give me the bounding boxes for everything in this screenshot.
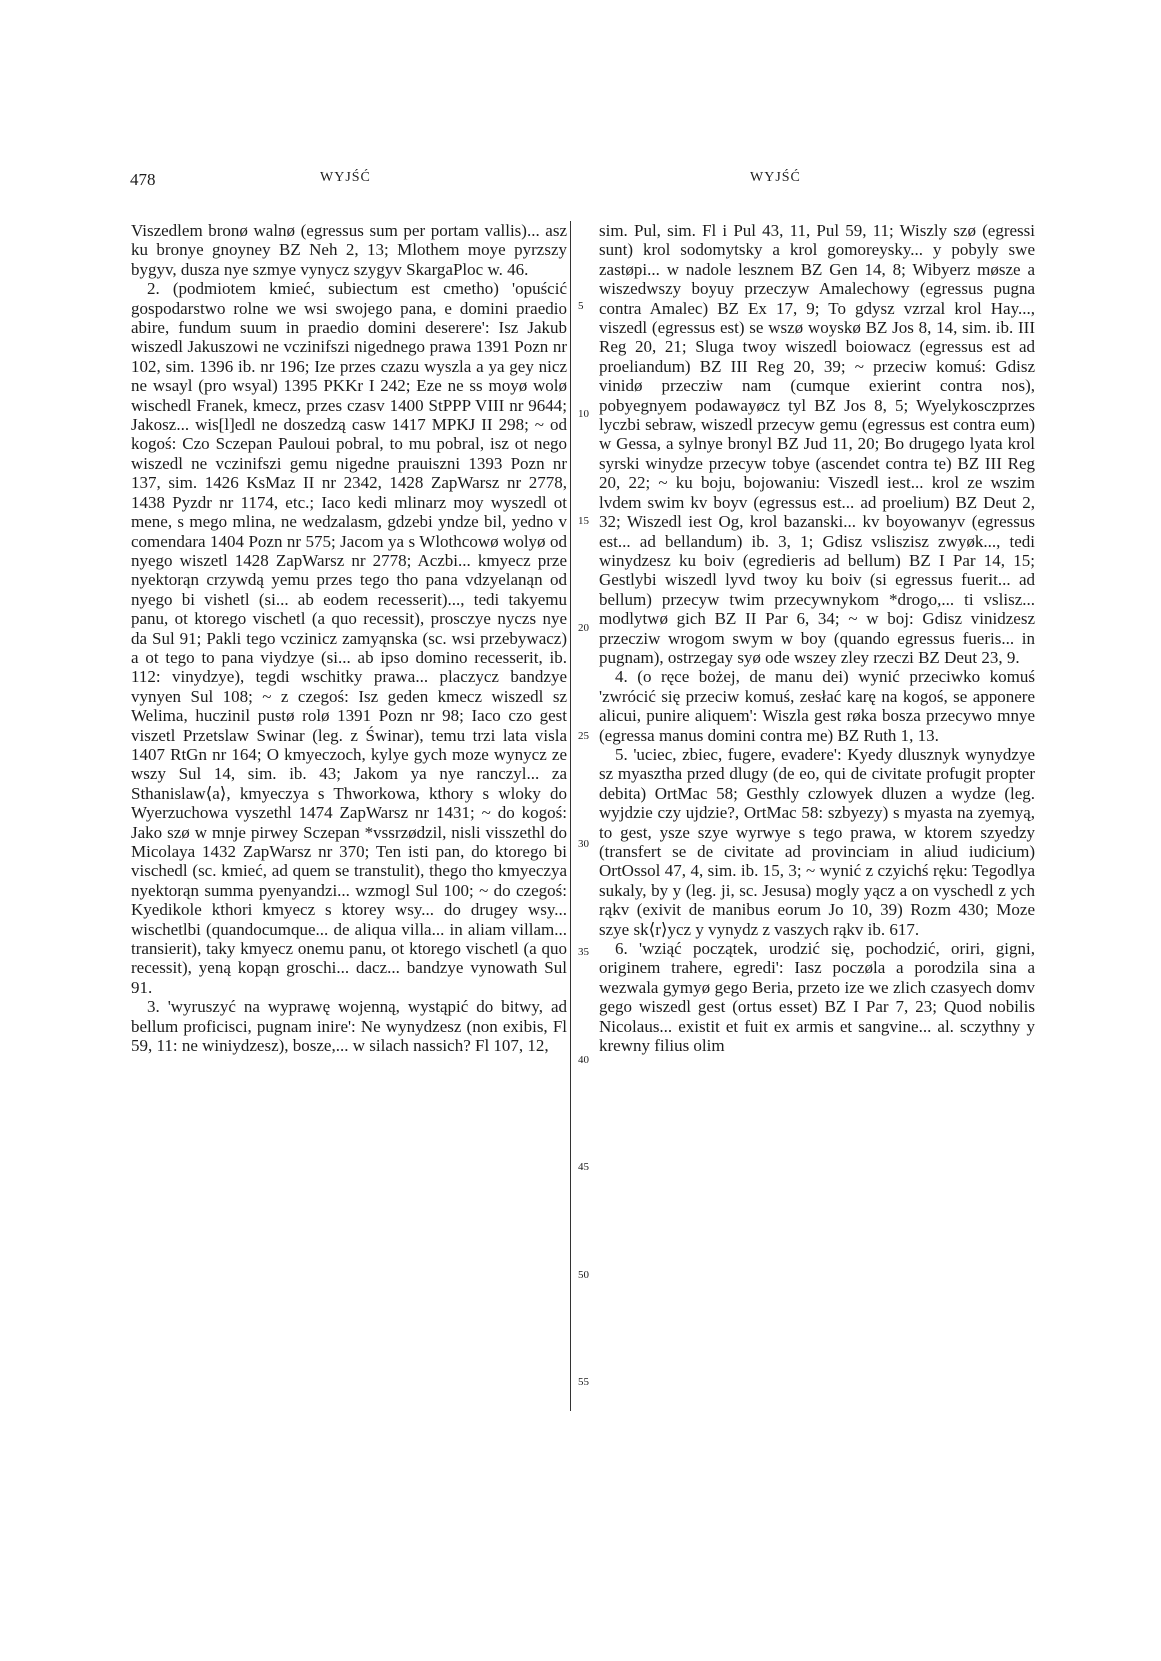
line-number: 35 <box>578 946 589 958</box>
line-number: 25 <box>578 730 589 742</box>
paragraph-sense-5: 5. 'uciec, zbiec, fugere, evadere': Kyedy dlusznyk wynydzye sz myasztha przed dlugy (de eo, qui de civitate profugit propter debita) OrtMac 58; Gesthly czlowyek dluzen a wydze (leg. wyjdzie czy ujdzie?, OrtMac 58: szbyezy) s myasta na zyemyą, to gest, ysze szye wyrwye s tego prawa, w ktorem szyedzy (transfert se de civitate ad provinciam in aliud iudicium) OrtOssol 47, 4, sim. ib. 15, 3; ~ wynić z czyichś ręku: Tegodlya sukaly, by y (leg. ji, sc. Jesusa) mogly yącz a on vyschedl z ych rąkv (exivit de manibus eorum Jo 10, 39) Rozm 430; Moze szye sk⟨r⟩ycz y vynydz z vaszych rąkv ib. 617. <box>599 744 1035 939</box>
line-number: 10 <box>578 408 589 420</box>
line-number: 30 <box>578 838 589 850</box>
line-number: 40 <box>578 1054 589 1066</box>
line-number: 50 <box>578 1269 589 1281</box>
running-head-left: WYJŚĆ <box>320 170 371 185</box>
right-column <box>599 221 1035 1055</box>
column-divider <box>570 221 571 1411</box>
paragraph-sense-4: 4. (o ręce bożej, de manu dei) wynić przeciwko komuś 'zwrócić się przeciw komuś, zesłać karę na kogoś, se apponere alicui, punire aliquem': Wiszla gest røka bosza przecywo mnye (egressa manus domini contra me) BZ Ruth 1, 13. <box>599 667 1035 745</box>
left-column <box>131 221 567 1055</box>
page-header <box>130 170 1030 194</box>
running-head-right: WYJŚĆ <box>750 170 801 185</box>
line-number: 55 <box>578 1376 589 1388</box>
paragraph-sense-1-end: Viszedlem bronø walnø (egressus sum per portam vallis)... asz ku bronye gnoyney BZ Neh 2, 13; Mlothem moye pyrzszy bygyv, dusza nye szmye vynycz szygyv SkargaPloc w. 46. <box>131 221 567 279</box>
line-number: 15 <box>578 515 589 527</box>
paragraph-sense-6: 6. 'wziąć początek, urodzić się, pochodzić, oriri, gigni, originem trahere, egredi': Iasz poczøla a porodzila sina a wezwala gymyø gego Beria, przeto ize we zlich czasyech domv gego wiszedl gest (ortus esset) BZ I Par 7, 23; Quod nobilis Nicolaus... existit et fuit ex armis et sangvine... al. sczythny y krewny filius olim <box>599 939 1035 1056</box>
line-number: 45 <box>578 1161 589 1173</box>
paragraph-sense-3: 3. 'wyruszyć na wyprawę wojenną, wystąpić do bitwy, ad bellum proficisci, pugnam inire': Ne wynydzesz (non exibis, Fl 59, 11: ne winiydzesz), bosze,... w silach nassich? Fl 107, 12, <box>131 997 567 1056</box>
paragraph-sense-3-cont: sim. Pul, sim. Fl i Pul 43, 11, Pul 59, 11; Wiszly szø (egressi sunt) krol sodomytsky a krol gomoreysky... y pobyly swe zastøpi... w nadole lesznem BZ Gen 14, 8; Wibyerz møsze a wiszedwszy boyuy przeczyw Amalechowy (egressus pugna contra Amalec) BZ Ex 17, 9; To gdysz vzrzal krol Hay..., viszedl (egressus est) se wszø woyskø BZ Jos 8, 14, sim. ib. III Reg 20, 21; Sluga twoy wiszedl boiowacz (egressus est ad proeliandum) BZ III Reg 20, 39; ~ przeciw komuś: Gdisz vinidø przecziw nam (cumque exierint contra nos), pobyegnyem podawayøcz tyl BZ Jos 8, 5; Wyelykosczprzes lyczbi sebraw, wiszedl przecyw gemu (egressus est contra eum) w Gessa, a sylnye bronyl BZ Jud 11, 20; Bo drugego lyata krol syrski winydze przecyw tobye (ascendet contra te) BZ III Reg 20, 22; ~ ku boju, bojowaniu: Viszedl iest... krol ze wszim lvdem swim kv boyv (egressus est... ad proelium) BZ Deut 2, 32; Wiszedl iest Og, krol bazanski... kv boyowanyv (egressus est... ad bellandum) ib. 3, 1; Gdisz vsliszisz zwyøk..., tedi winydzesz ku boiv (egredieris ad bellum) BZ I Par 14, 15; Gestlybi wiszedl lyvd twoy ku boiv (si egressus fuerit... ad bellum) przecyw twim przecywnykom *drogo,... ti vslisz... modlytwø gich BZ II Par 6, 34; ~ w boj: Gdisz vinidzesz przecziw wrogom swym w boy (quando egressus fueris... in pugnam), ostrzegay syø ode wszey zley rzeczi BZ Deut 23, 9. <box>599 221 1035 667</box>
line-number: 20 <box>578 622 589 634</box>
line-number: 5 <box>578 300 584 312</box>
paragraph-sense-2: 2. (podmiotem kmieć, subiectum est cmetho) 'opuścić gospodarstwo rolne we wsi swojego pana, e domini praedio abire, fundum suum in praedio domini deserere': Isz Jakub wiszedl Jakuszowi ne vczinifszi nigednego prawa 1391 Pozn nr 102, sim. 1396 ib. nr 196; Ize przes czazu wyszla a ya gey nicz ne wsayl (pro wsyal) 1395 PKKr I 242; Eze ne ss moyø wolø wischedl Franek, kmecz, przes czasv 1400 StPPP VIII nr 9644; Jakosz... wis[l]edl ne doszedzą casw 1417 MPKJ II 298; ~ od kogoś: Czo Sczepan Pauloui pobral, to mu pobral, isz ot nego wiszedl ne vczinifszi gemu nigedne prauiszni 1393 Pozn nr 137, sim. 1426 KsMaz II nr 2342, 1428 ZapWarsz nr 2778, 1438 Pyzdr nr 1174, etc.; Iaco kedi mlinarz moy wyszedl ot mene, s mego mlina, ne wedzalasm, gdzebi yndze bil, yedno v comendara 1404 Pozn nr 575; Jacom ya s Wlothcowø wolyø od nyego wiszetl 1428 ZapWarsz nr 2778; Aczbi... kmyecz prze nyektorąn crzywdą yemu przes tego tho pana vdzyelanąn od nyego bi vishetl (si... ab eodem recesserit)..., tedi takyemu panu, ot ktorego vischetl (a quo recessit), prosczye nyczs nye da Sul 91; Pakli tego vczinicz zamyąnska (sc. wsi przebywacz) a ot tego to pana viydzye (si... ab ipso domino recesserit, ib. 112: vinydzye), tegdi wschitky prawa... placzycz bandzye vynyen Sul 108; ~ z czegoś: Isz geden kmecz wiszedl sz Welima, huczinil pustø rolø 1391 Pozn nr 98; Iaco czo gest viszetl Przetslaw Swinar (leg. z Świnar), temu trzi lata visla 1407 RtGn nr 164; O kmyeczoch, kylye gych moze wynycz ze wszy Sul 14, sim. ib. 43; Jakom ya nye ranczyl... za Sthanislaw⟨a⟩, kmyeczya s Thworkowa, kthory s wloky do Wyerzuchowa vyszethl 1474 ZapWarsz nr 1431; ~ do kogoś: Jako szø w mnje pirwey Sczepan *vssrzødzil, nisli visszethl do Micolaya 1432 ZapWarsz nr 370; Ten isti pan, do ktorego bi vischedl (sc. kmieć, ad quem se transtulit), thego tho kmyeczya nyektorąn summa pyenyandzi... wzmogl Sul 100; ~ do czegoś: Kyedikole kthori kmyecz s ktorey wsy... do drugey wsy... wischetlbi (quandocumque... de aliqua villa... in aliam villam... transierit), taky kmyecz onemu panu, ot ktorego vischetl (a quo recessit), yeną kopąn groschi... dacz... bandzye vynowath Sul 91. <box>131 279 567 997</box>
page-number: 478 <box>130 170 156 189</box>
